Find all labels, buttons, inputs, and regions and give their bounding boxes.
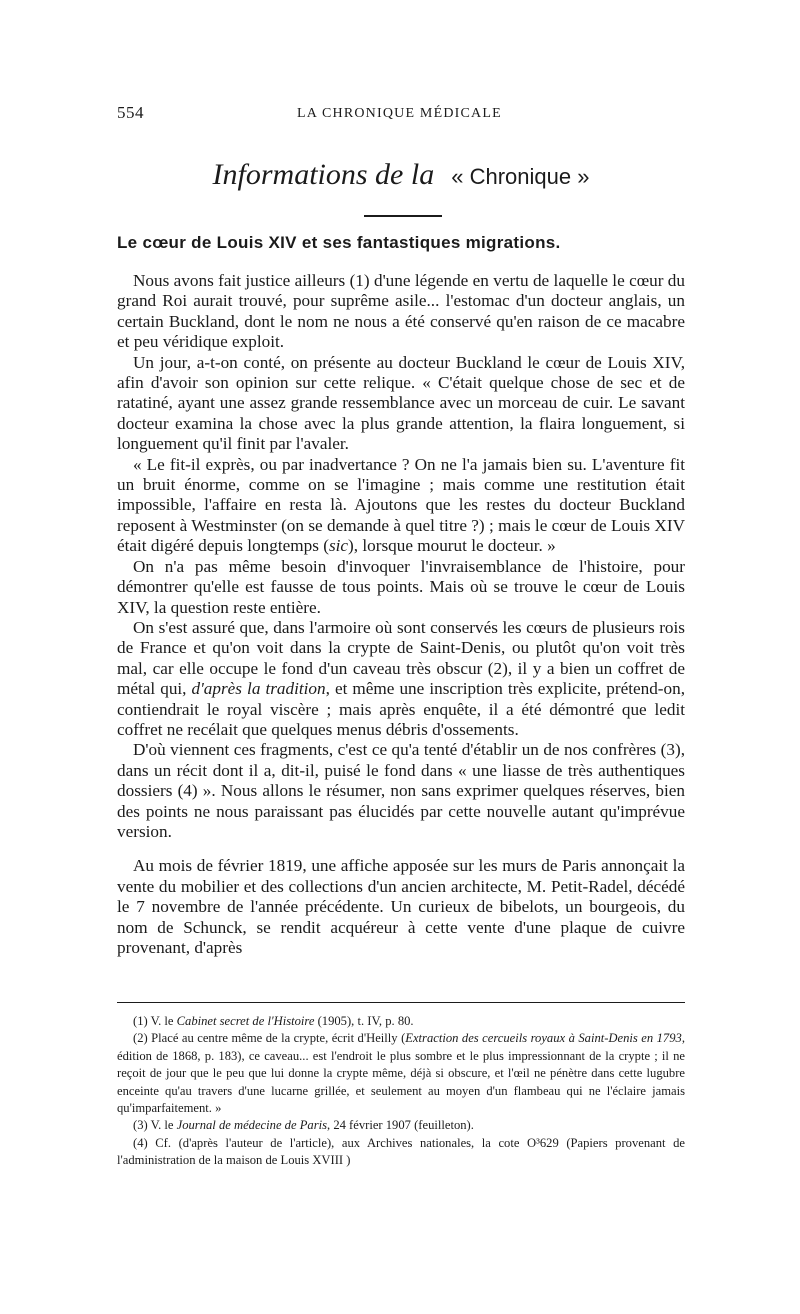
page-number: 554 (117, 103, 144, 122)
text-run: Au mois de février 1819, une affiche apposée sur les murs de Paris annonçait la vente du mobilier et des collections d'un ancien architecte, M. Petit-Radel, décédé le 7 novembre de l'année précédente. Un curieux de bibelots, un bourgeois, du nom de Schunck, se rendit acquéreur à cette vente d'une plaque de cuivre provenant, d'après (117, 856, 685, 957)
article-title: Le cœur de Louis XIV et ses fantastiques migrations. (117, 233, 561, 252)
section-heading-italic: Informations de la (212, 158, 435, 191)
paragraph (117, 557, 685, 618)
text-run: (3) V. le (133, 1118, 177, 1133)
footnote (117, 1117, 685, 1134)
text-run: D'où viennent ces fragments, c'est ce qu'a tenté d'établir un de nos confrères (3), dans un récit dont il a, dit-il, puisé le fond dans « une liasse de très authentiques dossiers (4) ». Nous allons le résumer, non sans exprimer quelques réserves, bien des points ne nous paraissant pas élucidés par cette nouvelle autant qu'imprévue version. (117, 740, 685, 841)
text-run: (1905), t. IV, p. 80. (314, 1014, 414, 1028)
italic-text: d'après la tradition (191, 679, 326, 699)
paragraph (117, 353, 685, 455)
paragraph (117, 455, 685, 557)
article-body (117, 271, 685, 958)
section-heading-quoted: « Chronique » (451, 164, 590, 189)
section-heading (117, 158, 685, 192)
running-title: LA CHRONIQUE MÉDICALE (297, 106, 502, 121)
text-run: Un jour, a-t-on conté, on présente au docteur Buckland le cœur de Louis XIV, afin d'avoir son opinion sur cette relique. « C'était quelque chose de sec et de ratatiné, ayant une assez grande ressemblance avec un morceau de cuir. Le savant docteur examina la chose avec la plus grande attention, la flaira longuement, si longuement qu'il finit par l'avaler. (117, 352, 685, 454)
paragraph (117, 271, 685, 353)
text-run: « Le fit-il exprès, ou par inadvertance ? On ne l'a jamais bien su. L'aventure fit un bruit énorme, comme on se l'imagine ; mais comme une restitution était impossible, l'affaire en resta là. Ajoutons que les restes du docteur Buckland reposent à Westminster (on se demande à quel titre ?) ; mais le cœur de Louis XIV était digéré depuis longtemps ( (117, 454, 685, 556)
footnote-rule (117, 1002, 685, 1003)
italic-text: sic (328, 536, 349, 556)
heading-rule (364, 215, 442, 217)
text-run: , édition de 1868, p. 183), ce caveau... est l'endroit le plus sombre et le plus impressionnant de la crypte ; il ne reçoit de jour que le peu que lui donne la crypte même, déjà si obscure, et l'œil ne pénètre dans cette lugubre enceinte qu'au travers d'une lucarne grillée, et seulement au moyen d'un flambeau qui ne l'éclaire jamais qu'imparfaitement. » (117, 1031, 685, 1116)
text-run: ), lorsque mourut le docteur. » (348, 536, 556, 556)
text-run: On s'est assuré que, dans l'armoire où sont conservés les cœurs de plusieurs rois de France et qu'on voit dans la crypte de Saint-Denis, ou plutôt qu'on voit très mal, car elle occupe le fond d'un caveau très obscur (2), il y a bien un coffret de métal qui, (117, 617, 685, 699)
text-run: , 24 février 1907 (feuilleton). (327, 1118, 474, 1133)
text-run: On n'a pas même besoin d'invoquer l'invraisemblance de l'histoire, pour démontrer qu'elle est fausse de tous points. Mais où se trouve le cœur de Louis XIV, la question reste entière. (117, 556, 685, 617)
footnote (117, 1030, 685, 1117)
text-run: (1) V. le (133, 1014, 177, 1028)
footnotes (117, 1013, 685, 1170)
paragraph (117, 740, 685, 842)
paragraph (117, 856, 685, 958)
footnote (117, 1013, 685, 1030)
italic-text: Cabinet secret de l'Histoire (176, 1014, 315, 1028)
text-run: Nous avons fait justice ailleurs (1) d'une légende en vertu de laquelle le cœur du grand Roi aurait trouvé, pour suprême asile... l'estomac d'un docteur anglais, un certain Buckland, dont le nom ne nous a été conservé qu'en raison de ce macabre et peu véridique exploit. (117, 271, 685, 352)
text-run: , et même une inscription très explicite, prétend-on, contiendrait le royal viscère ; mais après enquête, il a été démontré que ledit coffret ne recélait que quelques menus débris d'ossements. (117, 679, 686, 739)
footnote (117, 1135, 685, 1170)
text-run: (4) Cf. (d'après l'auteur de l'article), aux Archives nationales, la cote O³629 (Papiers provenant de l'administration de la maison de Louis XVIII ) (117, 1135, 685, 1168)
italic-text: Journal de médecine de Paris (176, 1118, 328, 1133)
running-head (117, 103, 685, 127)
text-run: (2) Placé au centre même de la crypte, écrit d'Heilly ( (133, 1031, 406, 1046)
italic-text: Extraction des cercueils royaux à Saint-Denis en 1793 (405, 1031, 682, 1046)
paragraph (117, 618, 685, 740)
